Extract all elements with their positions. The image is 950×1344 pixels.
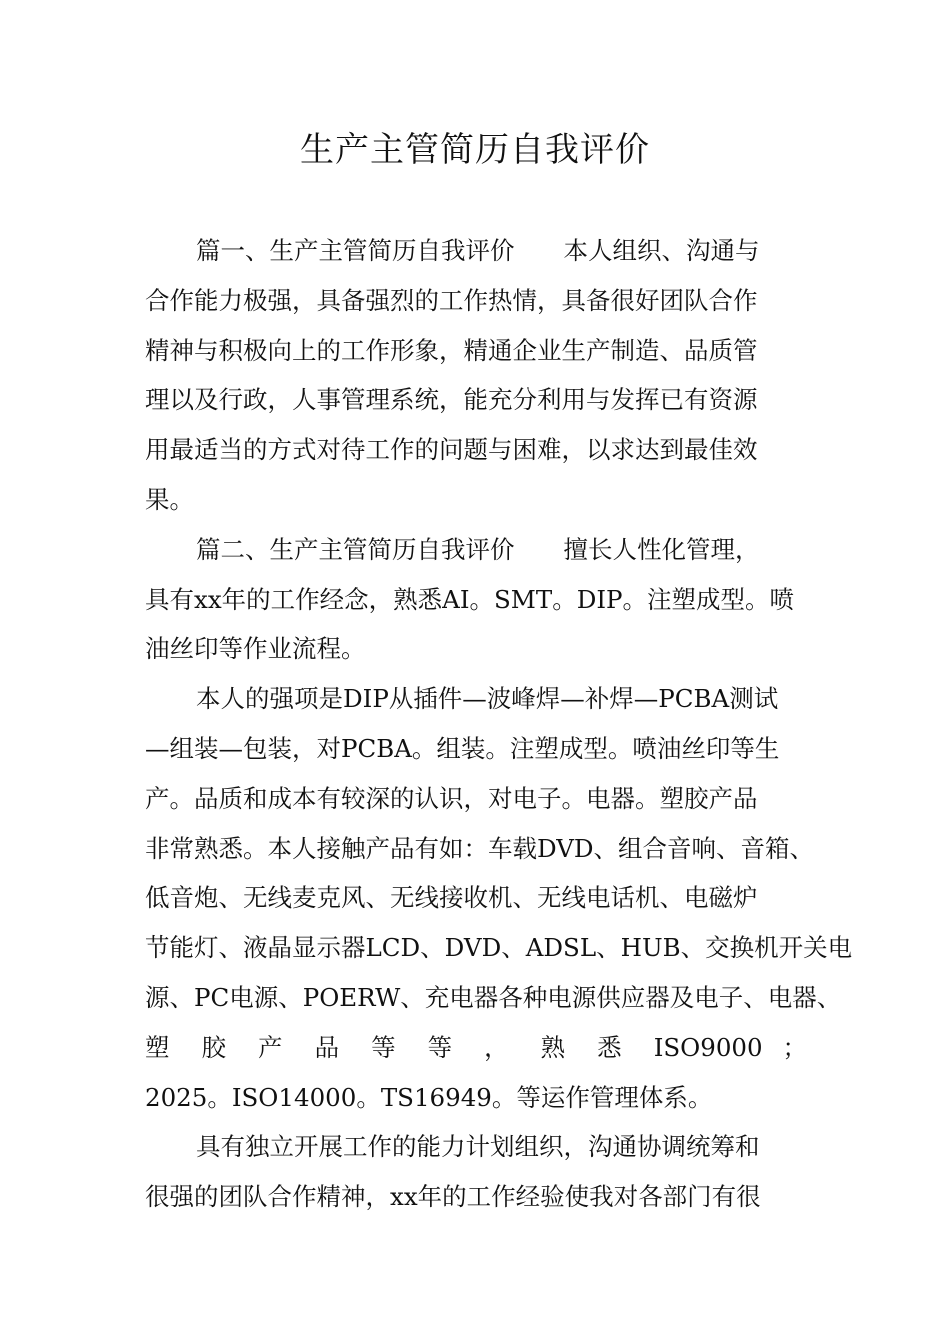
paragraph-line: —组装—包装，对PCBA。组装。注塑成型。喷油丝印等生	[145, 733, 780, 763]
paragraph-line: 精神与积极向上的工作形象，精通企业生产制造、品质管	[145, 335, 758, 365]
paragraph-line: 节能灯、液晶显示器LCD、DVD、ADSL、HUB、交换机开关电	[145, 933, 853, 963]
document-title: 生产主管简历自我评价	[300, 130, 650, 170]
paragraph-line: 非常熟悉。本人接触产品有如：车载DVD、组合音响、音箱、	[145, 833, 815, 863]
document-body	[145, 226, 853, 1222]
paragraph-line: 篇一、生产主管简历自我评价 本人组织、沟通与	[196, 236, 760, 265]
paragraph-line: 2025。ISO14000。TS16949。等运作管理体系。	[145, 1082, 713, 1112]
paragraph-line: 产。品质和成本有较深的认识，对电子。电器。塑胶产品	[145, 783, 758, 813]
paragraph-line: 合作能力极强，具备强烈的工作热情，具备很好团队合作	[145, 285, 758, 315]
paragraph-line: 具有独立开展工作的能力计划组织，沟通协调统筹和	[196, 1132, 760, 1162]
paragraph-line: 篇二、生产主管简历自我评价 擅长人性化管理，	[196, 534, 760, 564]
paragraph-line: 用最适当的方式对待工作的问题与困难，以求达到最佳效	[145, 435, 758, 465]
paragraph-line: 塑 胶 产 品 等 等 ， 熟 悉 ISO9000 ；	[145, 1032, 807, 1062]
paragraph-line: 源、PC电源、POERW、充电器各种电源供应器及电子、电器、	[145, 982, 842, 1012]
paragraph-line: 具有xx年的工作经念，熟悉AI。SMT。DIP。注塑成型。喷	[145, 584, 795, 614]
paragraph-line: 油丝印等作业流程。	[145, 634, 366, 664]
paragraph-line: 低音炮、无线麦克风、无线接收机、无线电话机、电磁炉	[145, 883, 758, 913]
paragraph-line: 果。	[145, 484, 194, 514]
paragraph-line: 很强的团队合作精神，xx年的工作经验使我对各部门有很	[145, 1182, 761, 1212]
paragraph-line: 本人的强项是DIP从插件—波峰焊—补焊—PCBA测试	[196, 684, 779, 714]
paragraph-line: 理以及行政，人事管理系统，能充分利用与发挥已有资源	[145, 385, 758, 415]
